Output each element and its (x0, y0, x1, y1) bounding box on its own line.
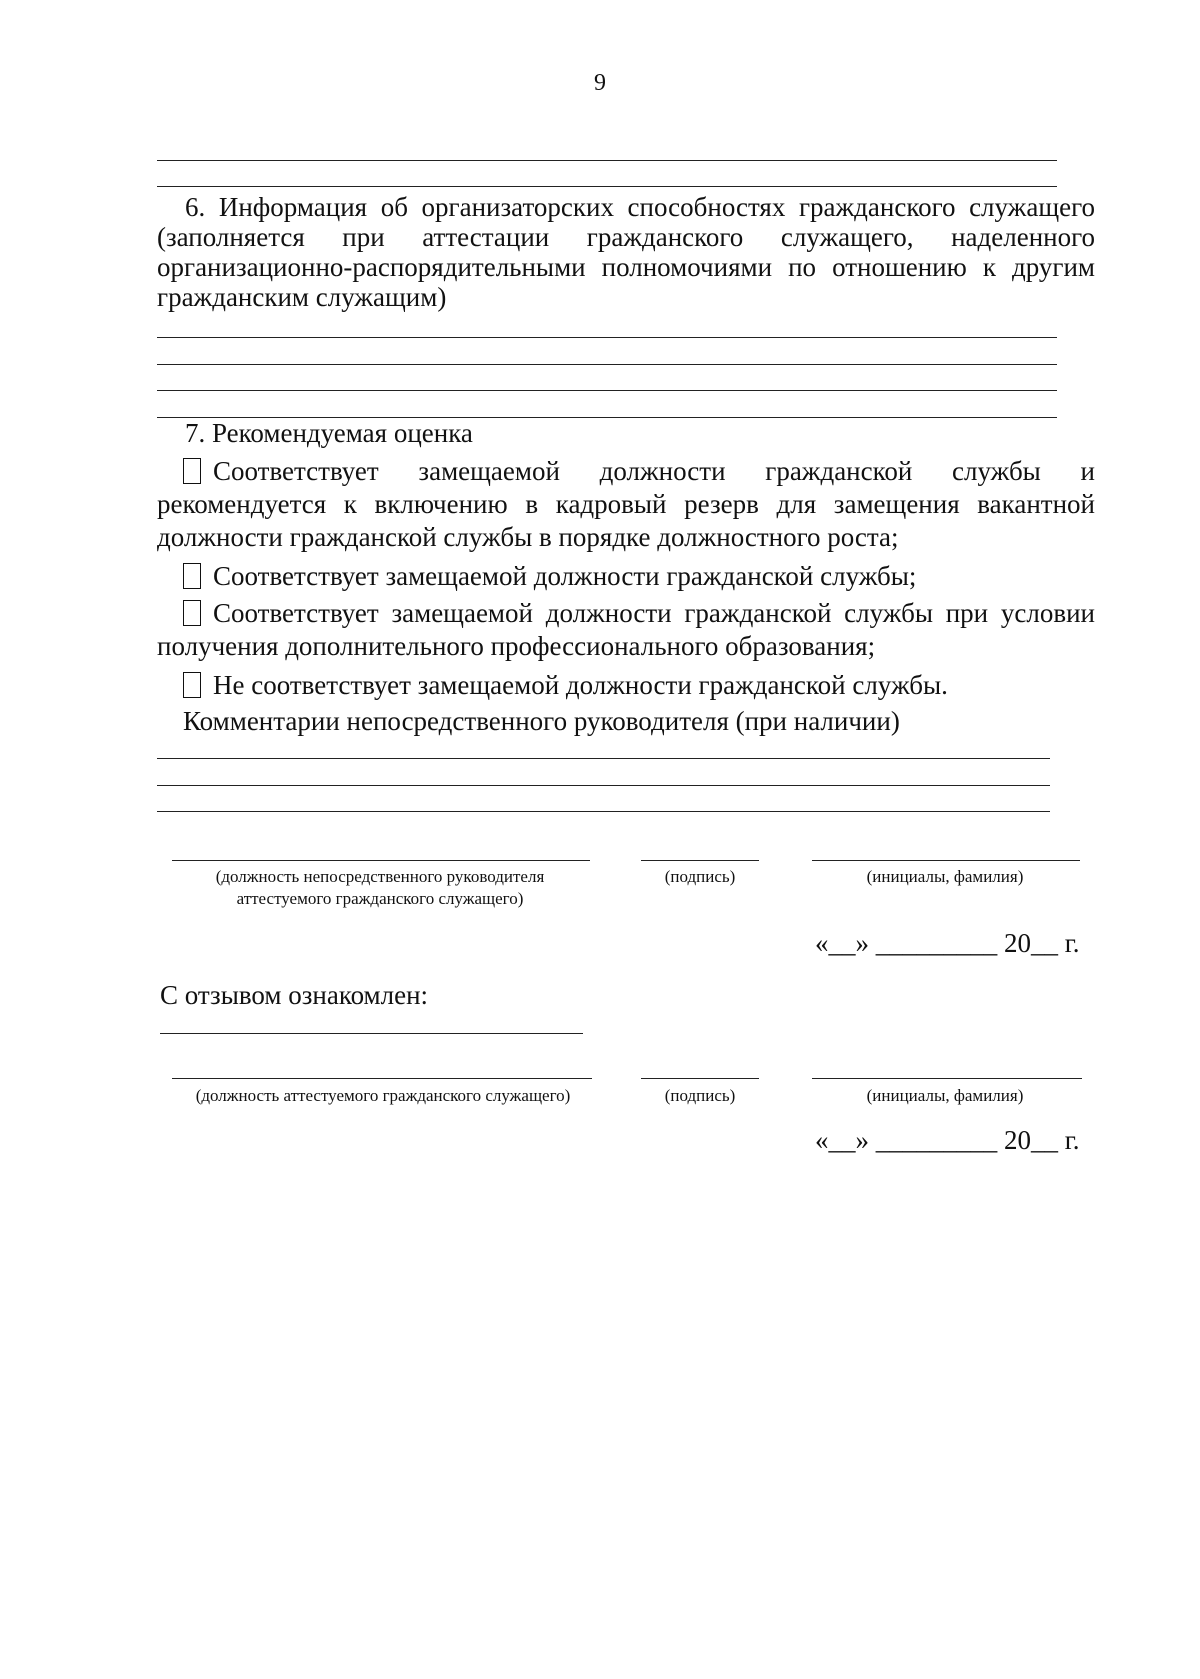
checkbox[interactable] (183, 672, 201, 698)
option-corresponds (157, 560, 1095, 593)
name-line (812, 1078, 1082, 1079)
blank-line (160, 1033, 583, 1034)
blank-line (157, 390, 1057, 391)
position-line (172, 860, 590, 861)
checkbox[interactable] (183, 600, 201, 626)
blank-line (157, 160, 1057, 161)
name-caption: (инициалы, фамилия) (866, 867, 1024, 886)
signature-caption: (подпись) (664, 1086, 736, 1105)
acquainted-label: С отзывом ознакомлен: (160, 980, 429, 1010)
name-line (812, 860, 1080, 861)
position-caption: (должность аттестуемого гражданского служащего) (195, 1086, 571, 1105)
checkbox[interactable] (183, 458, 201, 484)
option-corresponds-with-education (157, 597, 1095, 663)
blank-line (157, 337, 1057, 338)
date-field: «__» _________ 20__ г. (815, 1125, 1080, 1155)
blank-line (157, 758, 1050, 759)
name-caption: (инициалы, фамилия) (866, 1086, 1024, 1105)
position-caption: (должность непосредственного руководителя аттестуемого гражданского служащего) (215, 867, 545, 908)
blank-line (157, 186, 1057, 187)
option-label: Соответствует замещаемой должности гражданской службы; (213, 561, 917, 591)
comments-label: Комментарии непосредственного руководителя (при наличии) (183, 706, 900, 736)
blank-line (157, 364, 1057, 365)
option-recommended-reserve (157, 455, 1095, 554)
checkbox[interactable] (183, 563, 201, 589)
blank-line (157, 785, 1050, 786)
date-field: «__» _________ 20__ г. (815, 928, 1080, 958)
signature-line (641, 1078, 759, 1079)
blank-line (157, 811, 1050, 812)
page-number: 9 (594, 70, 606, 96)
option-label: Не соответствует замещаемой должности гражданской службы. (213, 670, 948, 700)
section-7-heading: 7. Рекомендуемая оценка (185, 418, 473, 448)
signature-line (641, 860, 759, 861)
option-not-corresponds (157, 669, 1095, 702)
section-6-text: 6. Информация об организаторских способностях гражданского служащего (заполняется при аттестации гражданского служащего, наделенного организационно-распорядительными полномочиями по отношению к другим гражданским служащим) (157, 192, 1095, 312)
option-label: Соответствует замещаемой должности гражданской службы и рекомендуется к включению в кадровый резерв для замещения вакантной должности гражданской службы в порядке должностного роста; (157, 456, 1095, 552)
option-label: Соответствует замещаемой должности гражданской службы при условии получения дополнительного профессионального образования; (157, 598, 1095, 661)
signature-caption: (подпись) (664, 867, 736, 886)
position-line (172, 1078, 592, 1079)
